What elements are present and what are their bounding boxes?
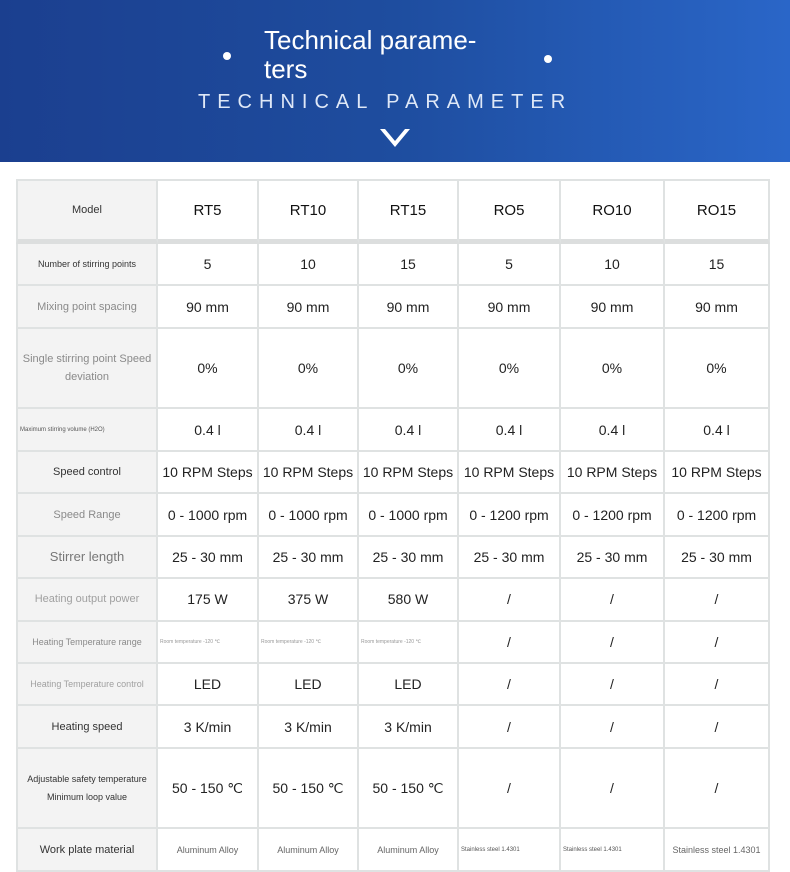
spec-table [16, 179, 770, 872]
table-cell: / [665, 579, 770, 621]
table-cell: Room temperature -120 ℃ [158, 622, 259, 664]
table-cell: / [459, 706, 561, 748]
row-label: Stirrer length [16, 537, 158, 579]
column-header-ro15: RO15 [665, 179, 770, 244]
row-label: Speed control [16, 452, 158, 494]
table-cell: 10 RPM Steps [158, 452, 259, 494]
table-cell: 0.4 l [158, 409, 259, 451]
table-cell: 580 W [359, 579, 459, 621]
table-cell: / [459, 579, 561, 621]
table-cell: 50 - 150 ℃ [158, 749, 259, 830]
table-cell: 25 - 30 mm [158, 537, 259, 579]
row-label: Heating Temperature control [16, 664, 158, 706]
table-cell: 0% [259, 329, 359, 410]
table-cell: 0 - 1000 rpm [259, 494, 359, 536]
table-cell: 50 - 150 ℃ [259, 749, 359, 830]
header-banner [0, 0, 790, 162]
column-header-rt5: RT5 [158, 179, 259, 244]
table-cell: 25 - 30 mm [459, 537, 561, 579]
table-cell: Room temperature -120 ℃ [259, 622, 359, 664]
table-cell: 0.4 l [359, 409, 459, 451]
table-row [16, 244, 770, 286]
table-cell: / [665, 749, 770, 830]
table-cell: 10 RPM Steps [665, 452, 770, 494]
table-cell: / [665, 622, 770, 664]
table-cell: 3 K/min [158, 706, 259, 748]
table-cell: Aluminum Alloy [259, 829, 359, 872]
table-cell: 175 W [158, 579, 259, 621]
table-cell: / [561, 706, 665, 748]
table-cell: 15 [665, 244, 770, 286]
table-cell: 10 [259, 244, 359, 286]
table-row [16, 409, 770, 451]
table-cell: / [459, 622, 561, 664]
table-cell: 375 W [259, 579, 359, 621]
table-row [16, 494, 770, 536]
table-cell: LED [359, 664, 459, 706]
table-cell: 0 - 1200 rpm [665, 494, 770, 536]
column-header-ro10: RO10 [561, 179, 665, 244]
page-subtitle: TECHNICAL PARAMETER [198, 91, 573, 113]
table-cell: 10 RPM Steps [459, 452, 561, 494]
row-label: Heating output power [16, 579, 158, 621]
table-cell: / [561, 749, 665, 830]
table-row [16, 706, 770, 748]
table-cell: 10 RPM Steps [359, 452, 459, 494]
table-cell: 0% [459, 329, 561, 410]
table-cell: 0 - 1200 rpm [459, 494, 561, 536]
row-label: Maximum stirring volume (H2O) [16, 409, 158, 451]
table-header-row [16, 179, 770, 244]
table-row [16, 452, 770, 494]
table-cell: 5 [459, 244, 561, 286]
table-row [16, 329, 770, 410]
page-title: Technical parame-ters [264, 25, 477, 84]
table-cell: 10 [561, 244, 665, 286]
table-row [16, 829, 770, 872]
row-label: Number of stirring points [16, 244, 158, 286]
table-cell: / [561, 622, 665, 664]
table-cell: / [665, 706, 770, 748]
table-cell: 90 mm [359, 286, 459, 328]
table-cell: 0 - 1000 rpm [158, 494, 259, 536]
table-cell: 5 [158, 244, 259, 286]
table-cell: 0% [359, 329, 459, 410]
table-cell: 90 mm [459, 286, 561, 328]
table-cell: 25 - 30 mm [561, 537, 665, 579]
table-cell: / [459, 664, 561, 706]
table-cell: 0.4 l [665, 409, 770, 451]
table-cell: 15 [359, 244, 459, 286]
table-row [16, 579, 770, 621]
table-cell: 3 K/min [259, 706, 359, 748]
table-cell: Stainless steel 1.4301 [561, 829, 665, 872]
model-header: Model [16, 179, 158, 244]
column-header-rt15: RT15 [359, 179, 459, 244]
table-row [16, 622, 770, 664]
table-cell: 50 - 150 ℃ [359, 749, 459, 830]
table-cell: 90 mm [665, 286, 770, 328]
table-cell: 10 RPM Steps [561, 452, 665, 494]
table-cell: Stainless steel 1.4301 [665, 829, 770, 872]
table-cell: / [561, 579, 665, 621]
table-cell: 25 - 30 mm [665, 537, 770, 579]
table-row [16, 664, 770, 706]
table-cell: 0.4 l [259, 409, 359, 451]
table-cell: Aluminum Alloy [158, 829, 259, 872]
table-cell: 90 mm [158, 286, 259, 328]
row-label: Heating Temperature range [16, 622, 158, 664]
dot-decoration-right [544, 55, 552, 63]
row-label: Work plate material [16, 829, 158, 872]
row-label: Heating speed [16, 706, 158, 748]
table-cell: 3 K/min [359, 706, 459, 748]
table-cell: Aluminum Alloy [359, 829, 459, 872]
table-cell: 25 - 30 mm [259, 537, 359, 579]
chevron-down-icon [379, 126, 411, 150]
column-header-rt10: RT10 [259, 179, 359, 244]
table-cell: Stainless steel 1.4301 [459, 829, 561, 872]
table-cell: 25 - 30 mm [359, 537, 459, 579]
dot-decoration-left [223, 52, 231, 60]
row-label: Single stirring point Speed deviation [16, 329, 158, 410]
table-cell: / [665, 664, 770, 706]
row-label: Speed Range [16, 494, 158, 536]
column-header-ro5: RO5 [459, 179, 561, 244]
table-cell: 0% [665, 329, 770, 410]
row-label: Mixing point spacing [16, 286, 158, 328]
table-cell: 90 mm [561, 286, 665, 328]
table-row [16, 286, 770, 328]
table-cell: LED [259, 664, 359, 706]
table-cell: 0% [561, 329, 665, 410]
table-row [16, 749, 770, 830]
table-cell: 0% [158, 329, 259, 410]
table-cell: 0 - 1000 rpm [359, 494, 459, 536]
table-cell: 10 RPM Steps [259, 452, 359, 494]
table-cell: / [561, 664, 665, 706]
table-cell: 0.4 l [459, 409, 561, 451]
table-cell: 0.4 l [561, 409, 665, 451]
table-cell: 0 - 1200 rpm [561, 494, 665, 536]
table-cell: LED [158, 664, 259, 706]
table-cell: 90 mm [259, 286, 359, 328]
table-cell: / [459, 749, 561, 830]
table-cell: Room temperature -120 ℃ [359, 622, 459, 664]
table-row [16, 537, 770, 579]
row-label: Adjustable safety temperature Minimum loop value [16, 749, 158, 830]
